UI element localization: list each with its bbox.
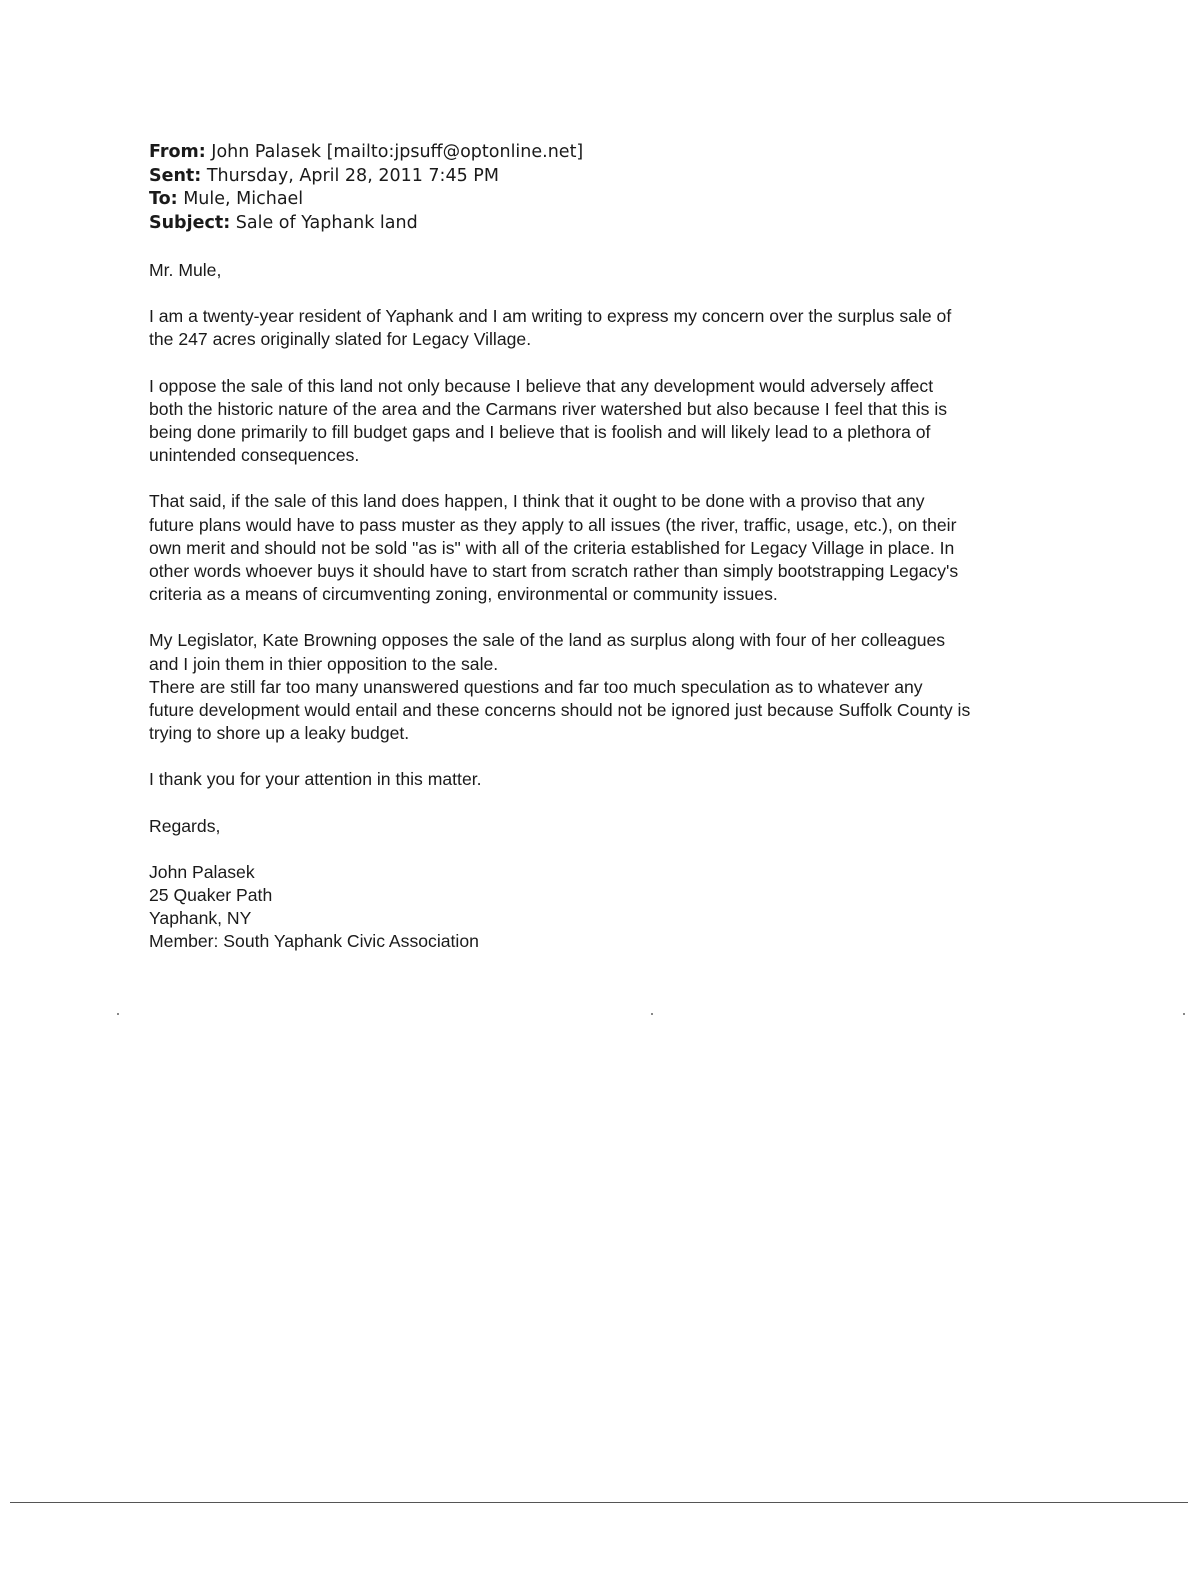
from-value: John Palasek [mailto:jpsuff@optonline.net] <box>205 142 584 162</box>
paragraph-5 <box>149 768 1109 791</box>
paragraph-line: both the historic nature of the area and the Carmans river watershed but also because I feel that this is <box>149 398 948 419</box>
signature-city: Yaphank, NY <box>149 908 252 929</box>
email-header <box>149 141 1109 235</box>
signature-name: John Palasek <box>149 861 255 882</box>
sent-value: Thursday, April 28, 2011 7:45 PM <box>201 165 499 186</box>
bottom-rule <box>10 1502 1188 1503</box>
from-label: From: <box>149 142 206 162</box>
salutation <box>149 259 1109 282</box>
scan-speck <box>651 1013 653 1015</box>
paragraph-line: My Legislator, Kate Browning opposes the sale of the land as surplus along with four of her colleagues <box>149 630 946 651</box>
paragraph-line: future development would entail and these concerns should not be ignored just because Suffolk County is <box>149 700 971 721</box>
paragraph-line: the 247 acres originally slated for Legacy Village. <box>149 329 532 350</box>
paragraph-line: unintended consequences. <box>149 445 360 466</box>
paragraph-line: There are still far too many unanswered questions and far too much speculation as to whatever any <box>149 676 923 697</box>
sent-row <box>149 165 1109 189</box>
to-value: Mule, Michael <box>177 189 304 209</box>
paragraph-line: trying to shore up a leaky budget. <box>149 723 410 744</box>
signature-block <box>149 861 1109 954</box>
paragraph-line: being done primarily to fill budget gaps and I believe that is foolish and will likely lead to a plethora of <box>149 422 931 443</box>
signature-address: 25 Quaker Path <box>149 885 273 906</box>
scan-speck <box>1183 1013 1185 1015</box>
letter-body <box>149 259 1109 954</box>
closing <box>149 815 1109 838</box>
scan-speck <box>117 1013 119 1015</box>
paragraph-1 <box>149 305 1109 351</box>
paragraph-line: future plans would have to pass muster as they apply to all issues (the river, traffic, usage, etc.), on their <box>149 514 957 535</box>
paragraph-line: That said, if the sale of this land does happen, I think that it ought to be done with a proviso that any <box>149 491 925 512</box>
subject-label: Subject: <box>149 212 231 233</box>
paragraph-line: and I join them in thier opposition to the sale. <box>149 653 499 674</box>
paragraph-3 <box>149 490 1109 606</box>
closing-text: Regards, <box>149 815 221 836</box>
paragraph-4 <box>149 629 1109 745</box>
from-row <box>149 141 1109 165</box>
subject-value: Sale of Yaphank land <box>230 212 418 233</box>
salutation-text: Mr. Mule, <box>149 260 222 280</box>
sent-label: Sent: <box>149 165 202 186</box>
paragraph-2 <box>149 375 1109 468</box>
paragraph-line: criteria as a means of circumventing zoning, environmental or community issues. <box>149 584 778 605</box>
paragraph-line: I oppose the sale of this land not only because I believe that any development would adversely affect <box>149 375 934 396</box>
paragraph-line: I am a twenty-year resident of Yaphank and I am writing to express my concern over the surplus sale of <box>149 306 952 327</box>
subject-row <box>149 212 1109 236</box>
paragraph-line: I thank you for your attention in this matter. <box>149 769 482 790</box>
to-row <box>149 188 1109 212</box>
signature-affiliation: Member: South Yaphank Civic Association <box>149 931 479 952</box>
paragraph-line: own merit and should not be sold "as is" with all of the criteria established for Legacy Village in place. In <box>149 537 955 558</box>
to-label: To: <box>149 189 178 209</box>
paragraph-line: other words whoever buys it should have to start from scratch rather than simply bootstrapping Legacy's <box>149 561 959 582</box>
